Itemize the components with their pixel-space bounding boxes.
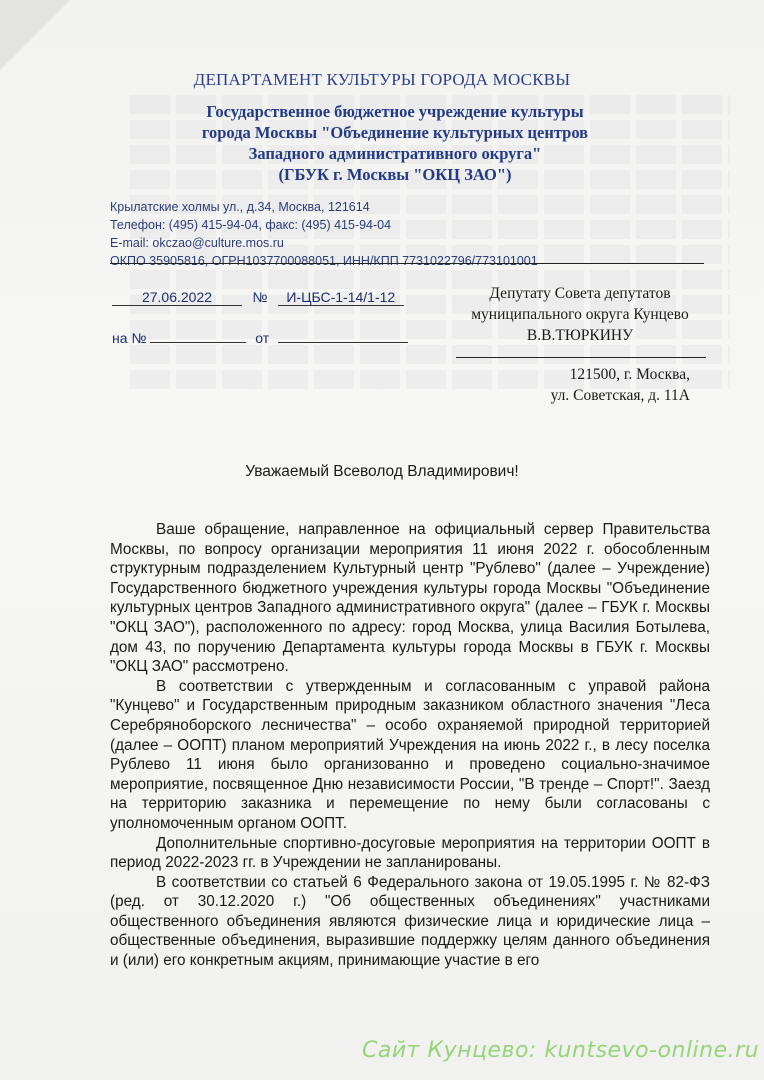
contact-email: E-mail: okczao@culture.mos.ru (110, 236, 284, 250)
body-paragraph: Дополнительные спортивно-досуговые мероприятия на территории ООПТ в период 2022-2023 гг. в Учреждении не запланированы. (110, 834, 710, 872)
addressee-divider (456, 357, 706, 358)
outgoing-registration (112, 289, 404, 306)
contact-address: Крылатские холмы ул., д.34, Москва, 121614 (110, 200, 370, 214)
site-watermark: Сайт Кунцево: kuntsevo-online.ru (362, 1038, 760, 1063)
paper-fold (0, 0, 70, 70)
reference-date-blank (278, 342, 408, 343)
addressee-line: Депутату Совета депутатов (489, 285, 671, 302)
header-divider (110, 263, 704, 264)
reference-number-blank (150, 342, 246, 343)
body-paragraph: В соответствии с утвержденным и согласованным с управой района "Кунцево" и Государственным природным заказником областного значения "Леса Серебряноборского лесничества" – особо охраняемой природной территорией (далее – ООПТ) планом мероприятий Учреждения на июнь 2022 г., в лесу поселка Рублево 11 июня было организованно и проведено социально-значимое мероприятие, посвященное Дню независимости России, "В тренде – Спорт!". Заезд на территорию заказника и перемещение по нему были согласованы с уполномоченным органом ООПТ. (110, 677, 710, 832)
reference-prefix: на № (112, 330, 147, 346)
org-line: (ГБУК г. Москвы "ОКЦ ЗАО") (278, 165, 512, 184)
outgoing-number: И-ЦБС-1-14/1-12 (278, 289, 404, 306)
body-paragraph: Ваше обращение, направленное на официальный сервер Правительства Москвы, по вопросу организации мероприятия 11 июня 2022 г. обособленным структурным подразделением Культурный центр "Рублево" (далее – Учреждение) Государственного бюджетного учреждения культуры города Москвы "Объединение культурных центров Западного административного округа" (далее – ГБУК г. Москвы "ОКЦ ЗАО"), расположенного по адресу: город Москва, улица Василия Ботылева, дом 43, по поручению Департамента культуры города Москвы в ГБУК г. Москвы "ОКЦ ЗАО" рассмотрено. (110, 521, 710, 676)
org-line: Западного административного округа" (248, 144, 542, 163)
salutation: Уважаемый Всеволод Владимирович! (245, 463, 519, 480)
addressee-address (470, 364, 690, 406)
addressee-block (440, 283, 720, 346)
org-line: города Москвы "Объединение культурных центров (201, 123, 589, 142)
contact-block (110, 198, 710, 270)
address-line: ул. Советская, д. 11А (550, 387, 690, 404)
contact-registry-codes: ОКПО 35905816, ОГРН1037700088051, ИНН/КПП 7731022796/773101001 (110, 254, 538, 268)
number-sign: № (252, 289, 268, 305)
contact-phone: Телефон: (495) 415-94-04, факс: (495) 415-94-04 (110, 218, 392, 232)
outgoing-date: 27.06.2022 (112, 289, 242, 306)
reference-from: от (255, 330, 270, 346)
organization-name (160, 101, 630, 185)
body-paragraph: В соответствии со статьей 6 Федерального закона от 19.05.1995 г. № 82-ФЗ (ред. от 30.12.2020 г.) "Об общественных объединениях" участниками общественного объединения являются физические лица и юридические лица – общественные объединения, выразившие поддержку целям данного объединения и (или) его конкретным акциям, принимающие участие в его (110, 873, 710, 970)
department-title: ДЕПАРТАМЕНТ КУЛЬТУРЫ ГОРОДА МОСКВЫ (193, 70, 571, 89)
org-line: Государственное бюджетное учреждение культуры (206, 102, 584, 121)
incoming-reference (112, 330, 408, 346)
address-line: 121500, г. Москва, (569, 366, 690, 383)
letter-body (110, 520, 710, 971)
addressee-line: муниципального округа Кунцево (471, 306, 689, 323)
addressee-name: В.В.ТЮРКИНУ (526, 327, 634, 344)
